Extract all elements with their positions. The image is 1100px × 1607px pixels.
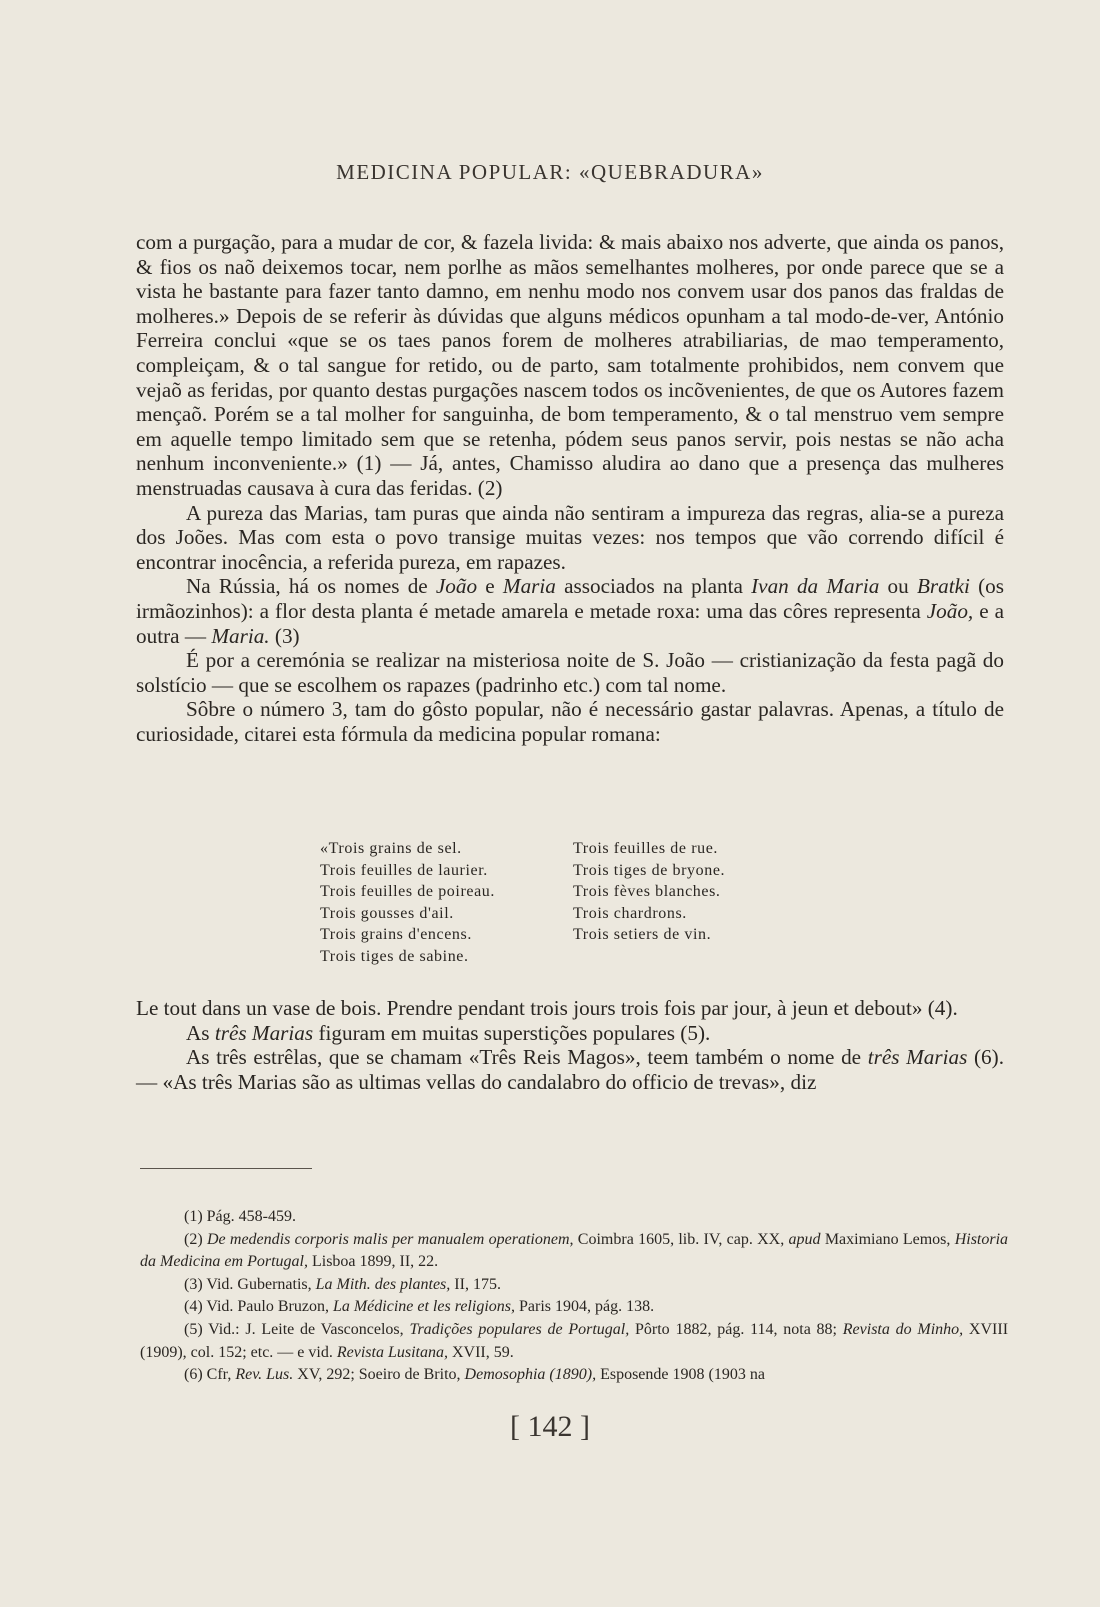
formula-line: Trois chardrons. [572, 904, 687, 922]
formula-line: Trois tiges de sabine. [320, 947, 469, 965]
footnote-4: (4) Vid. Paulo Bruzon, La Médicine et les religions, Paris 1904, pág. 138. [184, 1298, 655, 1316]
footnote-5: (5) Vid.: J. Leite de Vasconcelos, Tradições populares de Portugal, Pôrto 1882, pág. 114, nota 88; Revista do Minho, XVIII (1909), col. 152; etc. — e vid. Revista Lusitana, XVII, 59. [140, 1320, 1009, 1361]
formula-line: Trois feuilles de laurier. [320, 861, 488, 879]
formula-line: Trois setiers de vin. [572, 926, 712, 944]
footnote-separator [140, 1168, 312, 1169]
formula-left-column [320, 838, 495, 968]
running-head: MEDICINA POPULAR: «QUEBRADURA» [336, 160, 764, 184]
page-number: [ 142 ] [510, 1410, 590, 1443]
formula-line: Trois gousses d'ail. [320, 904, 454, 922]
formula-line: Trois feuilles de rue. [572, 840, 719, 857]
footnotes [140, 1206, 1008, 1387]
paragraph-le-tout: Le tout dans un vase de bois. Prendre pendant trois jours trois fois par jour, à jeun et debout» (4). [136, 996, 958, 1020]
formula-line: Trois tiges de bryone. [572, 861, 726, 879]
formula-line: «Trois grains de sel. [320, 840, 462, 857]
formula-line: Trois grains d'encens. [320, 926, 472, 944]
paragraph-numero-3: Sôbre o número 3, tam do gôsto popular, não é necessário gastar palavras. Apenas, a título de curiosidade, citarei esta fórmula da medicina popular romana: [136, 697, 1004, 746]
paragraph-russia: Na Rússia, há os nomes de João e Maria associados na planta Ivan da Maria ou Bratki (os irmãozinhos): a flor desta planta é metade amarela e metade roxa: uma das côres representa João, e a outra — Maria. (3) [136, 574, 1005, 648]
formula-line: Trois feuilles de poireau. [320, 883, 495, 901]
paragraph-2: A pureza das Marias, tam puras que ainda não sentiram a impureza das regras, alia-se a pureza dos Joões. Mas com esta o povo transige muitas vezes: nos tempos que vão correndo difícil é encontrar inocência, a referida pureza, em rapazes. [136, 500, 1004, 574]
formula-right-column [573, 838, 725, 968]
formula-line: Trois fèves blanches. [572, 883, 721, 901]
paragraph-ceremonia: É por a ceremónia se realizar na misteriosa noite de S. João — cristianização da festa pagã do solstício — que se escolhem os rapazes (padrinho etc.) com tal nome. [136, 648, 1004, 697]
paragraph-1: com a purgação, para a mudar de cor, & fazela livida: & mais abaixo nos adverte, que ainda os panos, & fios os naõ deixemos tocar, nem porlhe as mãos semelhantes molheres, por onde parece que se a vista he bastante para fazer tanto damno, em nenhu modo nos convem usar dos panos das fraldas de molheres.» Depois de se referir às dúvidas que alguns médicos opunham a tal modo-de-ver, António Ferreira conclui «que se os taes panos forem de molheres atrabiliarias, de mao temperamento, compleiçam, & o tal sangue for retido, ou de parto, sam totalmente prohibidos, nem convem que vejaõ as feridas, por quanto destas purgações nascem todos os incõvenientes, de que os Autores fazem mençaõ. Porém se a tal molher for sanguinha, de bom temperamento, & o tal menstruo vem sempre em aquelle tempo limitado sem que se retenha, pódem seus panos servir, pois nestas se não acha nenhum inconveniente.» (1) — Já, antes, Chamisso aludira ao dano que a presença das mulheres menstruadas causava à cura das feridas. (2) [136, 230, 1004, 500]
footnote-2: (2) De medendis corporis malis per manualem operationem, Coimbra 1605, lib. IV, cap. XX, apud Maximiano Lemos, Historia da Medicina em Portugal, Lisboa 1899, II, 22. [140, 1230, 1009, 1271]
formula-quote [320, 838, 725, 968]
main-text-top [136, 230, 1004, 746]
footnote-6: (6) Cfr, Rev. Lus. XV, 292; Soeiro de Brito, Demosophia (1890), Esposende 1908 (1903 na [184, 1366, 765, 1384]
main-text-bottom [136, 996, 1004, 1094]
paragraph-estrelas: As três estrêlas, que se chamam «Três Reis Magos», teem também o nome de três Marias (6). — «As três Marias são as ultimas vellas do candalabro do officio de trevas», diz [136, 1045, 1004, 1094]
footnote-3: (3) Vid. Gubernatis, La Mith. des plantes, II, 175. [184, 1275, 501, 1293]
paragraph-tres-marias: As três Marias figuram em muitas superstições populares (5). [186, 1020, 711, 1045]
footnote-1: (1) Pág. 458-459. [184, 1208, 296, 1225]
